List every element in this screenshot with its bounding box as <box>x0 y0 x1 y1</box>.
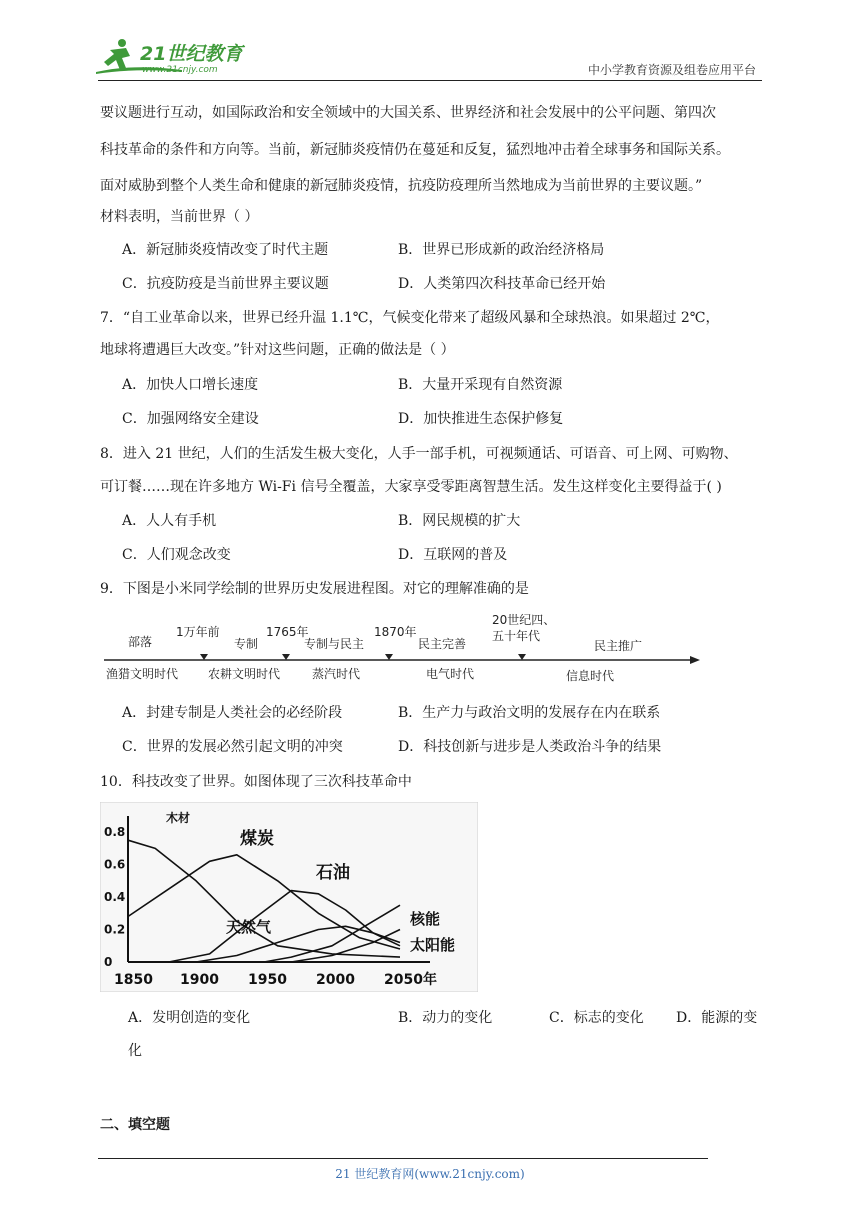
timeline-top-label: 民主完善 <box>418 637 467 651</box>
q7-option-a[interactable]: A．加快人口增长速度 <box>122 377 259 393</box>
q10-option-b[interactable]: B．动力的变化 <box>398 1010 493 1026</box>
q6-option-d[interactable]: D．人类第四次科技革命已经开始 <box>398 276 606 292</box>
timeline-bottom-label: 信息时代 <box>566 669 615 683</box>
timeline-bottom-label: 渔猎文明时代 <box>106 667 179 681</box>
timeline-marker <box>282 654 290 660</box>
series-label: 太阳能 <box>410 936 456 954</box>
q6-line-2: 科技革命的条件和方向等。当前，新冠肺炎疫情仍在蔓延和反复，猛烈地冲击着全球事务和国际关系。 <box>100 142 730 158</box>
q7-option-d[interactable]: D．加快推进生态保护修复 <box>398 411 564 427</box>
y-tick-label: 0.2 <box>104 922 126 937</box>
timeline-marker <box>385 654 393 660</box>
y-tick-label: 0.8 <box>104 825 126 840</box>
timeline-bottom-label: 蒸汽时代 <box>312 667 361 681</box>
site-logo <box>92 36 262 78</box>
header-divider <box>98 80 762 81</box>
footer-divider <box>98 1158 708 1159</box>
timeline-arrow-icon <box>690 656 700 664</box>
series-label: 核能 <box>410 910 441 928</box>
x-tick-label: 1900 <box>180 972 219 988</box>
q8-line-2: 可订餐……现在许多地方 Wi-Fi 信号全覆盖，大家享受零距离智慧生活。发生这样变化主要得益于( ) <box>100 479 722 495</box>
q9-option-c[interactable]: C．世界的发展必然引起文明的冲突 <box>122 739 343 755</box>
q6-option-a[interactable]: A．新冠肺炎疫情改变了时代主题 <box>122 242 329 258</box>
q6-option-c[interactable]: C．抗疫防疫是当前世界主要议题 <box>122 276 329 292</box>
x-tick-label: 1950 <box>248 972 287 988</box>
q6-line-3: 面对威胁到整个人类生命和健康的新冠肺炎疫情，抗疫防疫理所当然地成为当前世界的主要议题。” <box>100 178 703 194</box>
x-tick-label: 2000 <box>316 972 355 988</box>
x-tick-label: 1850 <box>114 972 153 988</box>
q7-option-c[interactable]: C．加强网络安全建设 <box>122 411 259 427</box>
timeline-top-label: 20世纪四、 <box>492 613 556 627</box>
q10-option-d[interactable]: D．能源的变 <box>676 1010 758 1026</box>
timeline-top-label: 1万年前 <box>176 625 220 639</box>
y-tick-label: 0.4 <box>104 890 126 905</box>
q8-line-1: 8．进入 21 世纪，人们的生活发生极大变化，人手一部手机，可视频通话、可语音、可上网、可购物、 <box>100 446 738 462</box>
timeline-bottom-label: 农耕文明时代 <box>208 667 281 681</box>
timeline-top-label: 1765年 <box>266 625 309 639</box>
q9-option-a[interactable]: A．封建专制是人类社会的必经阶段 <box>122 705 343 721</box>
header-platform-text: 中小学教育资源及组卷应用平台 <box>587 63 756 77</box>
q8-option-d[interactable]: D．互联网的普及 <box>398 547 508 563</box>
q10-stem: 10．科技改变了世界。如图体现了三次科技革命中 <box>100 774 412 790</box>
logo-main-text: 21世纪教育 <box>140 43 243 65</box>
energy-chart <box>100 802 478 992</box>
timeline-top-label: 专制与民主 <box>304 637 365 651</box>
q9-stem: 9．下图是小米同学绘制的世界历史发展进程图。对它的理解准确的是 <box>100 581 529 597</box>
q6-line-4: 材料表明，当前世界（ ） <box>100 209 259 225</box>
q10-option-a[interactable]: A．发明创造的变化 <box>128 1010 251 1026</box>
timeline-marker <box>518 654 526 660</box>
q7-line-1: 7．“自工业革命以来，世界已经升温 1.1℃，气候变化带来了超级风暴和全球热浪。如果超过 2℃， <box>100 310 720 326</box>
timeline-top-label: 专制 <box>234 637 259 651</box>
q8-option-b[interactable]: B．网民规模的扩大 <box>398 513 521 529</box>
timeline-top-label: 民主推广 <box>594 639 643 653</box>
timeline-top-label: 部落 <box>128 635 153 649</box>
q6-line-1: 要议题进行互动，如国际政治和安全领域中的大国关系、世界经济和社会发展中的公平问题、第四次 <box>100 105 716 121</box>
q9-option-d[interactable]: D．科技创新与进步是人类政治斗争的结果 <box>398 739 662 755</box>
q8-option-a[interactable]: A．人人有手机 <box>122 513 217 529</box>
q7-line-2: 地球将遭遇巨大改变。”针对这些问题，正确的做法是（ ） <box>100 342 455 358</box>
timeline-marker <box>200 654 208 660</box>
series-label: 石油 <box>316 863 350 883</box>
q10-option-d-wrap: 化 <box>128 1043 142 1059</box>
series-label: 煤炭 <box>240 829 274 849</box>
series-label: 木材 <box>166 811 191 825</box>
y-tick-label: 0.6 <box>104 857 126 872</box>
series-label: 天然气 <box>226 918 272 936</box>
q8-option-c[interactable]: C．人们观念改变 <box>122 547 231 563</box>
q9-option-b[interactable]: B．生产力与政治文明的发展存在内在联系 <box>398 705 661 721</box>
section-title: 二、填空题 <box>100 1117 170 1133</box>
history-timeline <box>104 612 700 688</box>
timeline-top-label: 五十年代 <box>492 629 541 643</box>
y-tick-label: 0 <box>104 955 113 969</box>
logo-url-text: www.21cnjy.com <box>142 65 218 75</box>
q10-option-c[interactable]: C．标志的变化 <box>549 1010 644 1026</box>
x-tick-label: 2050年 <box>384 972 437 988</box>
q7-option-b[interactable]: B．大量开采现有自然资源 <box>398 377 563 393</box>
footer-text[interactable]: 21 世纪教育网(www.21cnjy.com) <box>335 1167 525 1181</box>
timeline-bottom-label: 电气时代 <box>426 667 475 681</box>
timeline-top-label: 1870年 <box>374 625 417 639</box>
q6-option-b[interactable]: B．世界已形成新的政治经济格局 <box>398 242 605 258</box>
